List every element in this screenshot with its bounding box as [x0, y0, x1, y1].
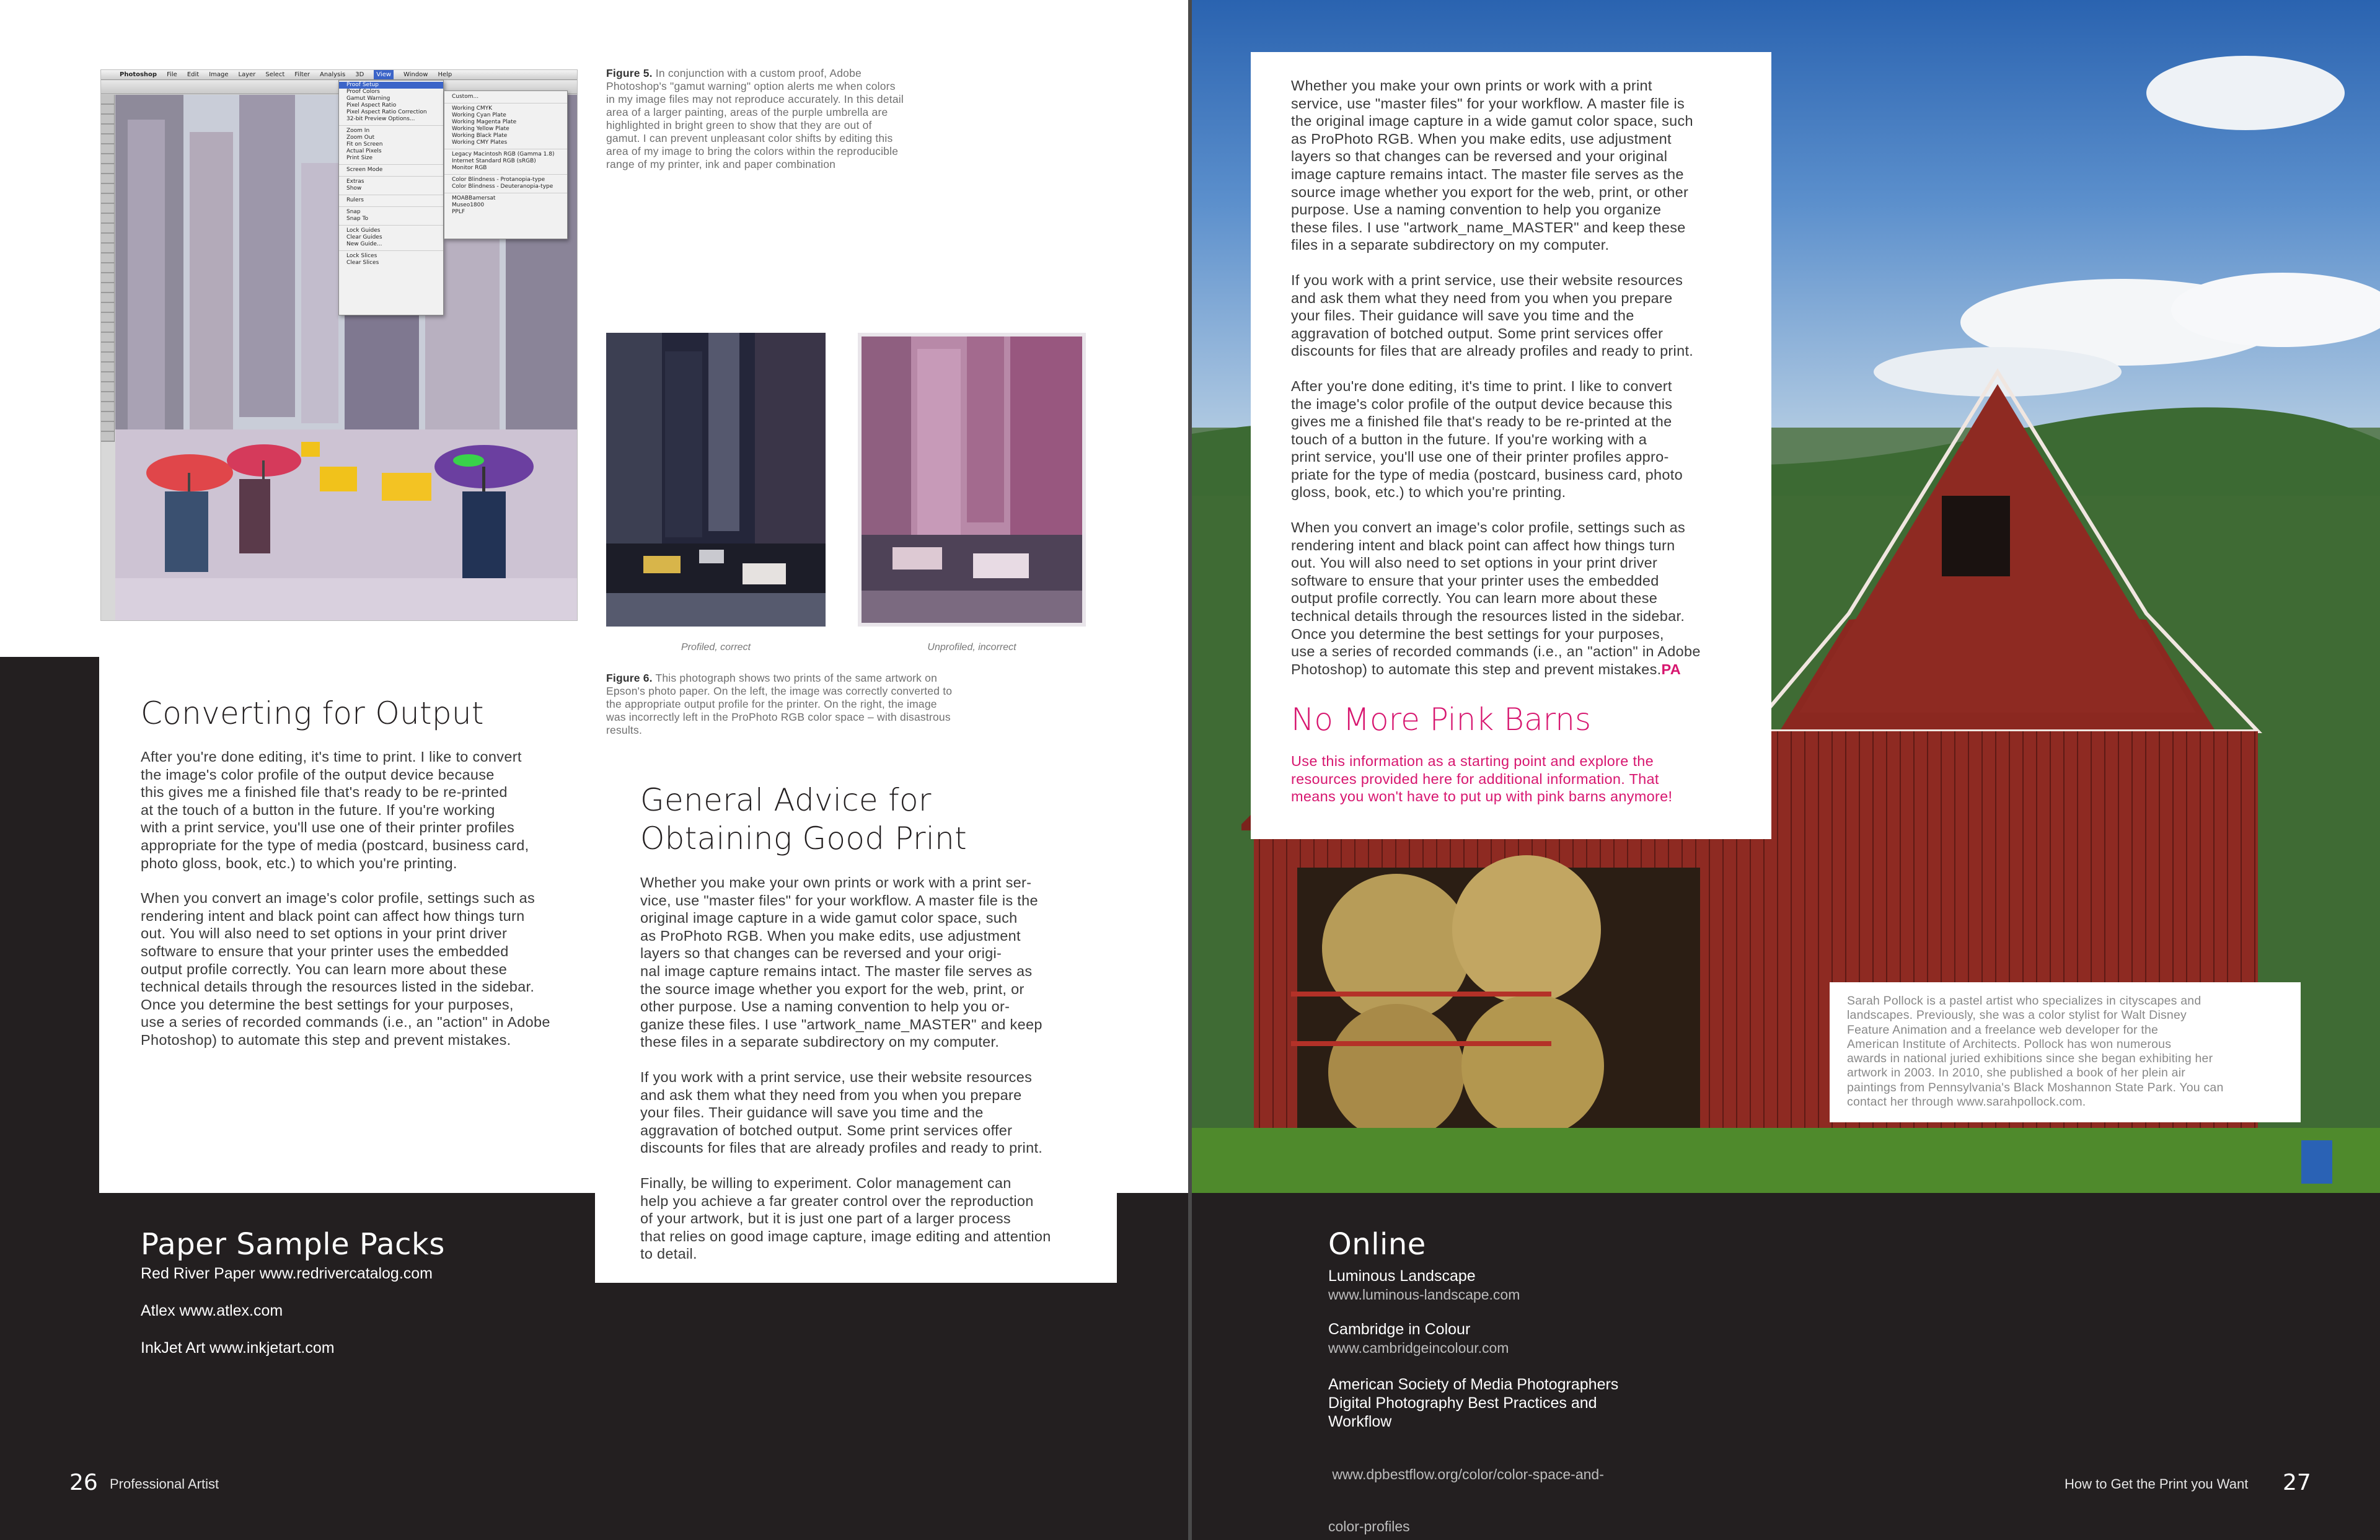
body-line: rendering intent and black point can affect how things turn: [141, 907, 525, 924]
paper-sample-item: Atlex www.atlex.com: [141, 1302, 283, 1319]
online-item-url: www.luminous-landscape.com: [1328, 1287, 1520, 1303]
body-line: gloss, book, etc.) to which you're printing.: [1291, 484, 1566, 501]
view-menu-item: Lock Slices: [346, 253, 377, 259]
proof-menu-item: [444, 146, 567, 149]
body-line: and ask them what they need from you when you prepare: [640, 1086, 1022, 1103]
view-menu-item: New Guide...: [346, 241, 382, 247]
proof-menu-item: Internet Standard RGB (sRGB): [452, 158, 536, 164]
body-line: help you achieve a far greater control over the reproduction: [640, 1192, 1034, 1209]
body-line: photo gloss, book, etc.) to which you're printing.: [141, 855, 457, 871]
photoshop-menu-item: File: [167, 71, 177, 78]
view-menu-item: Pixel Aspect Ratio Correction: [346, 109, 427, 115]
body-line: these files. I use "artwork_name_MASTER" and keep these: [1291, 219, 1686, 235]
body-line: Once you determine the best settings for your purposes,: [1291, 625, 1664, 642]
online-item-url: www.cambridgeincolour.com: [1328, 1340, 1509, 1356]
author-bio: [1847, 994, 2293, 1109]
body-line: Once you determine the best settings for your purposes,: [141, 996, 514, 1013]
body-line: that relies on good image capture, image editing and attention: [640, 1228, 1051, 1244]
body-line: software to ensure that your printer uses the embedded: [141, 943, 509, 959]
body-line: the source image whether you export for the web, print, or: [640, 980, 1025, 997]
caption-line: In conjunction with a custom proof, Adobe: [655, 67, 862, 79]
photoshop-menu-item: Filter: [294, 71, 311, 78]
right-paragraph-1: [1291, 77, 1762, 254]
view-menu-item: Clear Guides: [346, 234, 382, 240]
figure-5-label: Figure 5.: [606, 67, 653, 79]
print-unprofiled-incorrect: [858, 333, 1086, 627]
view-menu-item: [339, 174, 443, 177]
page-number-right: 27: [2283, 1470, 2311, 1495]
body-line: resources provided here for additional information. That: [1291, 770, 1659, 787]
right-paragraph-4: [1291, 519, 1762, 678]
bio-line: paintings from Pennsylvania's Black Moshannon State Park. You can: [1847, 1080, 2224, 1094]
view-menu-item: Extras: [346, 178, 364, 185]
online-name-line: Workflow: [1328, 1413, 1392, 1430]
view-menu-item: Show: [346, 185, 362, 191]
body-line: discounts for files that are already profiles and ready to print.: [640, 1140, 1043, 1156]
body-line: other purpose. Use a naming convention to help you or-: [640, 998, 1010, 1015]
caption-line: was incorrectly left in the ProPhoto RGB color space – with disastrous: [606, 711, 951, 723]
body-line: Photoshop) to automate this step and prevent mistakes.: [1291, 661, 1662, 677]
body-line: out. You will also need to set options in your print driver: [141, 925, 508, 942]
view-menu-item: Pixel Aspect Ratio: [346, 102, 397, 108]
photoshop-toolbox: [101, 95, 115, 442]
bio-line: Sarah Pollock is a pastel artist who specializes in cityscapes and: [1847, 994, 2202, 1008]
paper-sample-item: InkJet Art www.inkjetart.com: [141, 1339, 335, 1357]
bio-line: Feature Animation and a freelance web developer for the: [1847, 1023, 2159, 1037]
caption-line: in my image files may not reproduce accurately. In this detail: [606, 93, 904, 105]
view-menu-item: [339, 162, 443, 165]
online-item-name: Luminous Landscape: [1328, 1267, 1476, 1285]
pink-barns-body: [1291, 752, 1762, 806]
body-line: your files. Their guidance will save you time and the: [640, 1104, 984, 1121]
proof-menu-item: Legacy Macintosh RGB (Gamma 1.8): [452, 151, 555, 157]
view-menu-item: Zoom Out: [346, 134, 375, 141]
bio-line: contact her through www.sarahpollock.com.: [1847, 1095, 2086, 1109]
body-line: output profile correctly. You can learn more about these: [141, 961, 508, 977]
view-menu-item: Actual Pixels: [346, 148, 382, 154]
advice-paragraph-3: [640, 1174, 1111, 1263]
body-line: If you work with a print service, use their website resources: [640, 1068, 1033, 1085]
body-line: If you work with a print service, use their website resources: [1291, 271, 1683, 288]
paper-samples-title: Paper Sample Packs: [141, 1227, 445, 1262]
right-page: [1192, 0, 2380, 1540]
photoshop-menu-item: Select: [265, 71, 285, 78]
view-menu-item: Rulers: [346, 197, 364, 203]
view-menu-item: [339, 204, 443, 207]
caption-line: area of a larger painting, areas of the purple umbrella are: [606, 106, 888, 118]
caption-line: gamut. I can prevent unpleasant color shifts by editing this: [606, 132, 893, 144]
caption-line: results.: [606, 724, 643, 736]
advice-paragraph-2: [640, 1068, 1111, 1157]
body-line: When you convert an image's color profile, settings such as: [141, 890, 536, 907]
body-line: Whether you make your own prints or work with a print: [1291, 77, 1652, 94]
converting-paragraph-1: [141, 748, 587, 872]
proof-menu-item: Working Yellow Plate: [452, 126, 509, 132]
body-line: ganize these files. I use "artwork_name_MASTER" and keep: [640, 1016, 1042, 1032]
body-line: output profile correctly. You can learn more about these: [1291, 590, 1658, 607]
body-line: of your artwork, but it is just one part of a larger process: [640, 1210, 1011, 1227]
body-line: software to ensure that your printer uses the embedded: [1291, 572, 1659, 589]
view-menu-item: Proof Colors: [346, 89, 380, 95]
body-line: gives me a finished file that's ready to be re-printed at the: [1291, 413, 1672, 430]
photoshop-menu-item: Window: [403, 71, 428, 78]
left-page: [0, 0, 1188, 1540]
figure-6-label: Figure 6.: [606, 672, 653, 684]
advice-heading-line: Obtaining Good Print: [640, 821, 967, 856]
photoshop-menu-item: Image: [209, 71, 229, 78]
body-line: the image's color profile of the output device because this: [1291, 395, 1673, 412]
advice-paragraph-1: [640, 874, 1111, 1051]
proof-menu-item: Color Blindness - Deuteranopia-type: [452, 183, 553, 190]
view-menu-item: [339, 123, 443, 126]
body-line: use a series of recorded commands (i.e., an "action" in Adobe: [141, 1014, 550, 1031]
body-line: After you're done editing, it's time to print. I like to convert: [141, 749, 522, 765]
bio-line: awards in national juried exhibitions since she began exhibiting her: [1847, 1052, 2213, 1066]
view-menu-item: Clear Slices: [346, 260, 379, 266]
proof-menu-item: Working Magenta Plate: [452, 119, 517, 125]
body-line: the image's color profile of the output device because: [141, 766, 495, 783]
label-profiled-correct: Profiled, correct: [681, 642, 751, 653]
body-line: source image whether you export for the web, print, or other: [1291, 183, 1689, 200]
converting-paragraph-2: [141, 889, 587, 1049]
online-item-name: Cambridge in Colour: [1328, 1321, 1471, 1338]
proof-menu-item: Working CMYK: [452, 105, 493, 112]
body-line: your files. Their guidance will save you time and the: [1291, 307, 1634, 324]
article-title-footer: How to Get the Print you Want: [2065, 1476, 2249, 1492]
figure-5-caption: [606, 67, 1015, 171]
advice-body: [640, 874, 1111, 1280]
online-name-line: Digital Photography Best Practices and: [1328, 1394, 1597, 1412]
proof-menu-item: Monitor RGB: [452, 165, 487, 171]
view-menu-item: Gamut Warning: [346, 95, 390, 102]
figure-5-photoshop-screenshot: [100, 69, 578, 621]
body-line: these files in a separate subdirectory on my computer.: [640, 1034, 1000, 1050]
proof-menu-item: [444, 100, 567, 103]
body-line: to detail.: [640, 1246, 697, 1262]
view-menu-item: Snap: [346, 209, 361, 215]
publication-name: Professional Artist: [110, 1476, 219, 1492]
print-incorrect-image: [862, 337, 1082, 623]
body-line: technical details through the resources listed in the sidebar.: [141, 979, 535, 995]
body-line: When you convert an image's color profile, settings such as: [1291, 519, 1686, 536]
proof-menu-item: Working CMY Plates: [452, 139, 508, 146]
view-menu-item: 32-bit Preview Options...: [346, 116, 415, 122]
right-paragraph-3: [1291, 377, 1762, 501]
view-menu-item: Print Size: [346, 155, 373, 161]
body-line: purpose. Use a naming convention to help you organize: [1291, 201, 1662, 218]
bio-line: artwork in 2003. In 2010, she published a book of her plein air: [1847, 1066, 2185, 1080]
photoshop-menubar: [101, 70, 577, 80]
page-number-left: 26: [69, 1470, 98, 1495]
body-line: the original image capture in a wide gamut color space, such: [1291, 113, 1693, 130]
proof-menu-item: MOABBamersat: [452, 195, 496, 201]
proof-menu-item: [444, 190, 567, 193]
body-line: Whether you make your own prints or work with a print ser-: [640, 874, 1032, 891]
body-line: means you won't have to put up with pink barns anymore!: [1291, 788, 1673, 805]
bio-line: American Institute of Architects. Pollock has won numerous: [1847, 1037, 2172, 1051]
figure-6-caption: [606, 672, 1077, 737]
proof-menu-item: PPLF: [452, 209, 465, 215]
end-mark: PA: [1661, 661, 1681, 677]
proof-menu-item: Working Cyan Plate: [452, 112, 506, 118]
view-menu-item: Lock Guides: [346, 227, 381, 234]
view-menu-item: [339, 248, 443, 251]
print-profiled-correct: [606, 333, 826, 627]
body-line: this gives me a finished file that's ready to be re-printed: [141, 784, 508, 801]
proof-menu-item: [444, 172, 567, 175]
view-menu-item: Fit on Screen: [346, 141, 383, 147]
online-url-line: www.dpbestflow.org/color/color-space-and-: [1328, 1466, 1604, 1482]
caption-line: This photograph shows two prints of the same artwork on: [655, 672, 938, 684]
paper-sample-item: Red River Paper www.redrivercatalog.com: [141, 1265, 433, 1282]
body-line: print service, you'll use one of their printer profiles appro-: [1291, 449, 1669, 465]
view-menu-item: Proof Setup: [339, 82, 443, 89]
label-unprofiled-incorrect: Unprofiled, incorrect: [927, 642, 1016, 653]
advice-heading-line: General Advice for: [640, 782, 932, 818]
converting-heading: Converting for Output: [141, 695, 484, 731]
body-line: at the touch of a button in the future. If you're working: [141, 801, 495, 818]
body-line: discounts for files that are already profiles and ready to print.: [1291, 343, 1694, 359]
proof-menu-item: Museo1800: [452, 202, 485, 208]
view-menu-item: Snap To: [346, 216, 368, 222]
converting-body: [141, 748, 587, 1067]
online-title: Online: [1328, 1227, 1426, 1262]
photoshop-menu-item: Analysis: [320, 71, 346, 78]
body-line: aggravation of botched output. Some print services offer: [1291, 325, 1664, 341]
body-line: as ProPhoto RGB. When you make edits, use adjustment: [640, 927, 1021, 944]
photoshop-menu-item: Help: [438, 71, 452, 78]
body-line: nal image capture remains intact. The master file serves as: [640, 962, 1033, 979]
body-line: aggravation of botched output. Some print services offer: [640, 1122, 1013, 1138]
view-menu-item: [339, 192, 443, 195]
body-line: touch of a button in the future. If you're working with a: [1291, 431, 1647, 447]
body-line: service, use "master files" for your workflow. A master file is: [1291, 95, 1685, 112]
view-menu-item: Zoom In: [346, 128, 370, 134]
body-line: as ProPhoto RGB. When you make edits, use adjustment: [1291, 130, 1672, 147]
proof-menu-item: Color Blindness - Protanopia-type: [452, 177, 545, 183]
body-line: image capture remains intact. The master file serves as the: [1291, 165, 1684, 182]
proof-menu-item: Custom...: [452, 94, 479, 100]
photoshop-menu-item: Photoshop: [120, 71, 157, 78]
photoshop-menu-item: View: [374, 70, 394, 79]
body-line: Finally, be willing to experiment. Color management can: [640, 1174, 1011, 1191]
caption-line: area of my image to bring the colors within the reproducible: [606, 145, 899, 157]
caption-line: highlighted in bright green to show that they are out of: [606, 119, 872, 131]
bio-line: landscapes. Previously, she was a color stylist for Walt Disney: [1847, 1008, 2187, 1023]
body-line: and ask them what they need from you when you prepare: [1291, 289, 1673, 306]
print-correct-image: [606, 333, 826, 627]
right-column-body: [1291, 77, 1762, 695]
pink-barns-heading: No More Pink Barns: [1291, 702, 1592, 737]
caption-line: the appropriate output profile for the printer. On the right, the image: [606, 698, 937, 710]
online-name-line: American Society of Media Photographers: [1328, 1376, 1619, 1393]
photoshop-menu-item: Layer: [238, 71, 256, 78]
body-line: layers so that changes can be reversed and your original: [1291, 148, 1668, 165]
proof-setup-submenu: [444, 90, 568, 239]
body-line: vice, use "master files" for your workflow. A master file is the: [640, 892, 1038, 909]
body-line: appropriate for the type of media (postcard, business card,: [141, 837, 529, 853]
body-line: priate for the type of media (postcard, business card, photo: [1291, 466, 1683, 483]
body-line: original image capture in a wide gamut color space, such: [640, 910, 1018, 926]
body-line: out. You will also need to set options in your print driver: [1291, 555, 1658, 571]
online-item-name: [1328, 1375, 1618, 1431]
body-line: with a print service, you'll use one of their printer profiles: [141, 819, 515, 836]
body-line: files in a separate subdirectory on my computer.: [1291, 237, 1610, 253]
photoshop-menu-item: Edit: [187, 71, 200, 78]
online-item-url: [1328, 1431, 1604, 1540]
body-line: Photoshop) to automate this step and prevent mistakes.: [141, 1031, 511, 1048]
view-menu-item: Screen Mode: [346, 167, 383, 173]
caption-line: range of my printer, ink and paper combination: [606, 158, 836, 170]
caption-line: Photoshop's "gamut warning" option alerts me when colors: [606, 80, 896, 92]
view-menu-dropdown: [338, 80, 444, 315]
right-paragraph-2: [1291, 271, 1762, 360]
body-line: use a series of recorded commands (i.e., an "action" in Adobe: [1291, 643, 1701, 660]
proof-menu-item: Working Black Plate: [452, 133, 508, 139]
photoshop-menu-item: 3D: [355, 71, 364, 78]
body-line: Use this information as a starting point and explore the: [1291, 753, 1654, 769]
body-line: After you're done editing, it's time to print. I like to convert: [1291, 377, 1672, 394]
advice-heading: [640, 781, 967, 858]
view-menu-item: [339, 222, 443, 226]
online-url-line: color-profiles: [1328, 1518, 1410, 1534]
body-line: rendering intent and black point can affect how things turn: [1291, 537, 1675, 553]
body-line: technical details through the resources listed in the sidebar.: [1291, 608, 1685, 625]
caption-line: Epson's photo paper. On the left, the image was correctly converted to: [606, 685, 953, 697]
body-line: layers so that changes can be reversed and your origi-: [640, 945, 1002, 962]
